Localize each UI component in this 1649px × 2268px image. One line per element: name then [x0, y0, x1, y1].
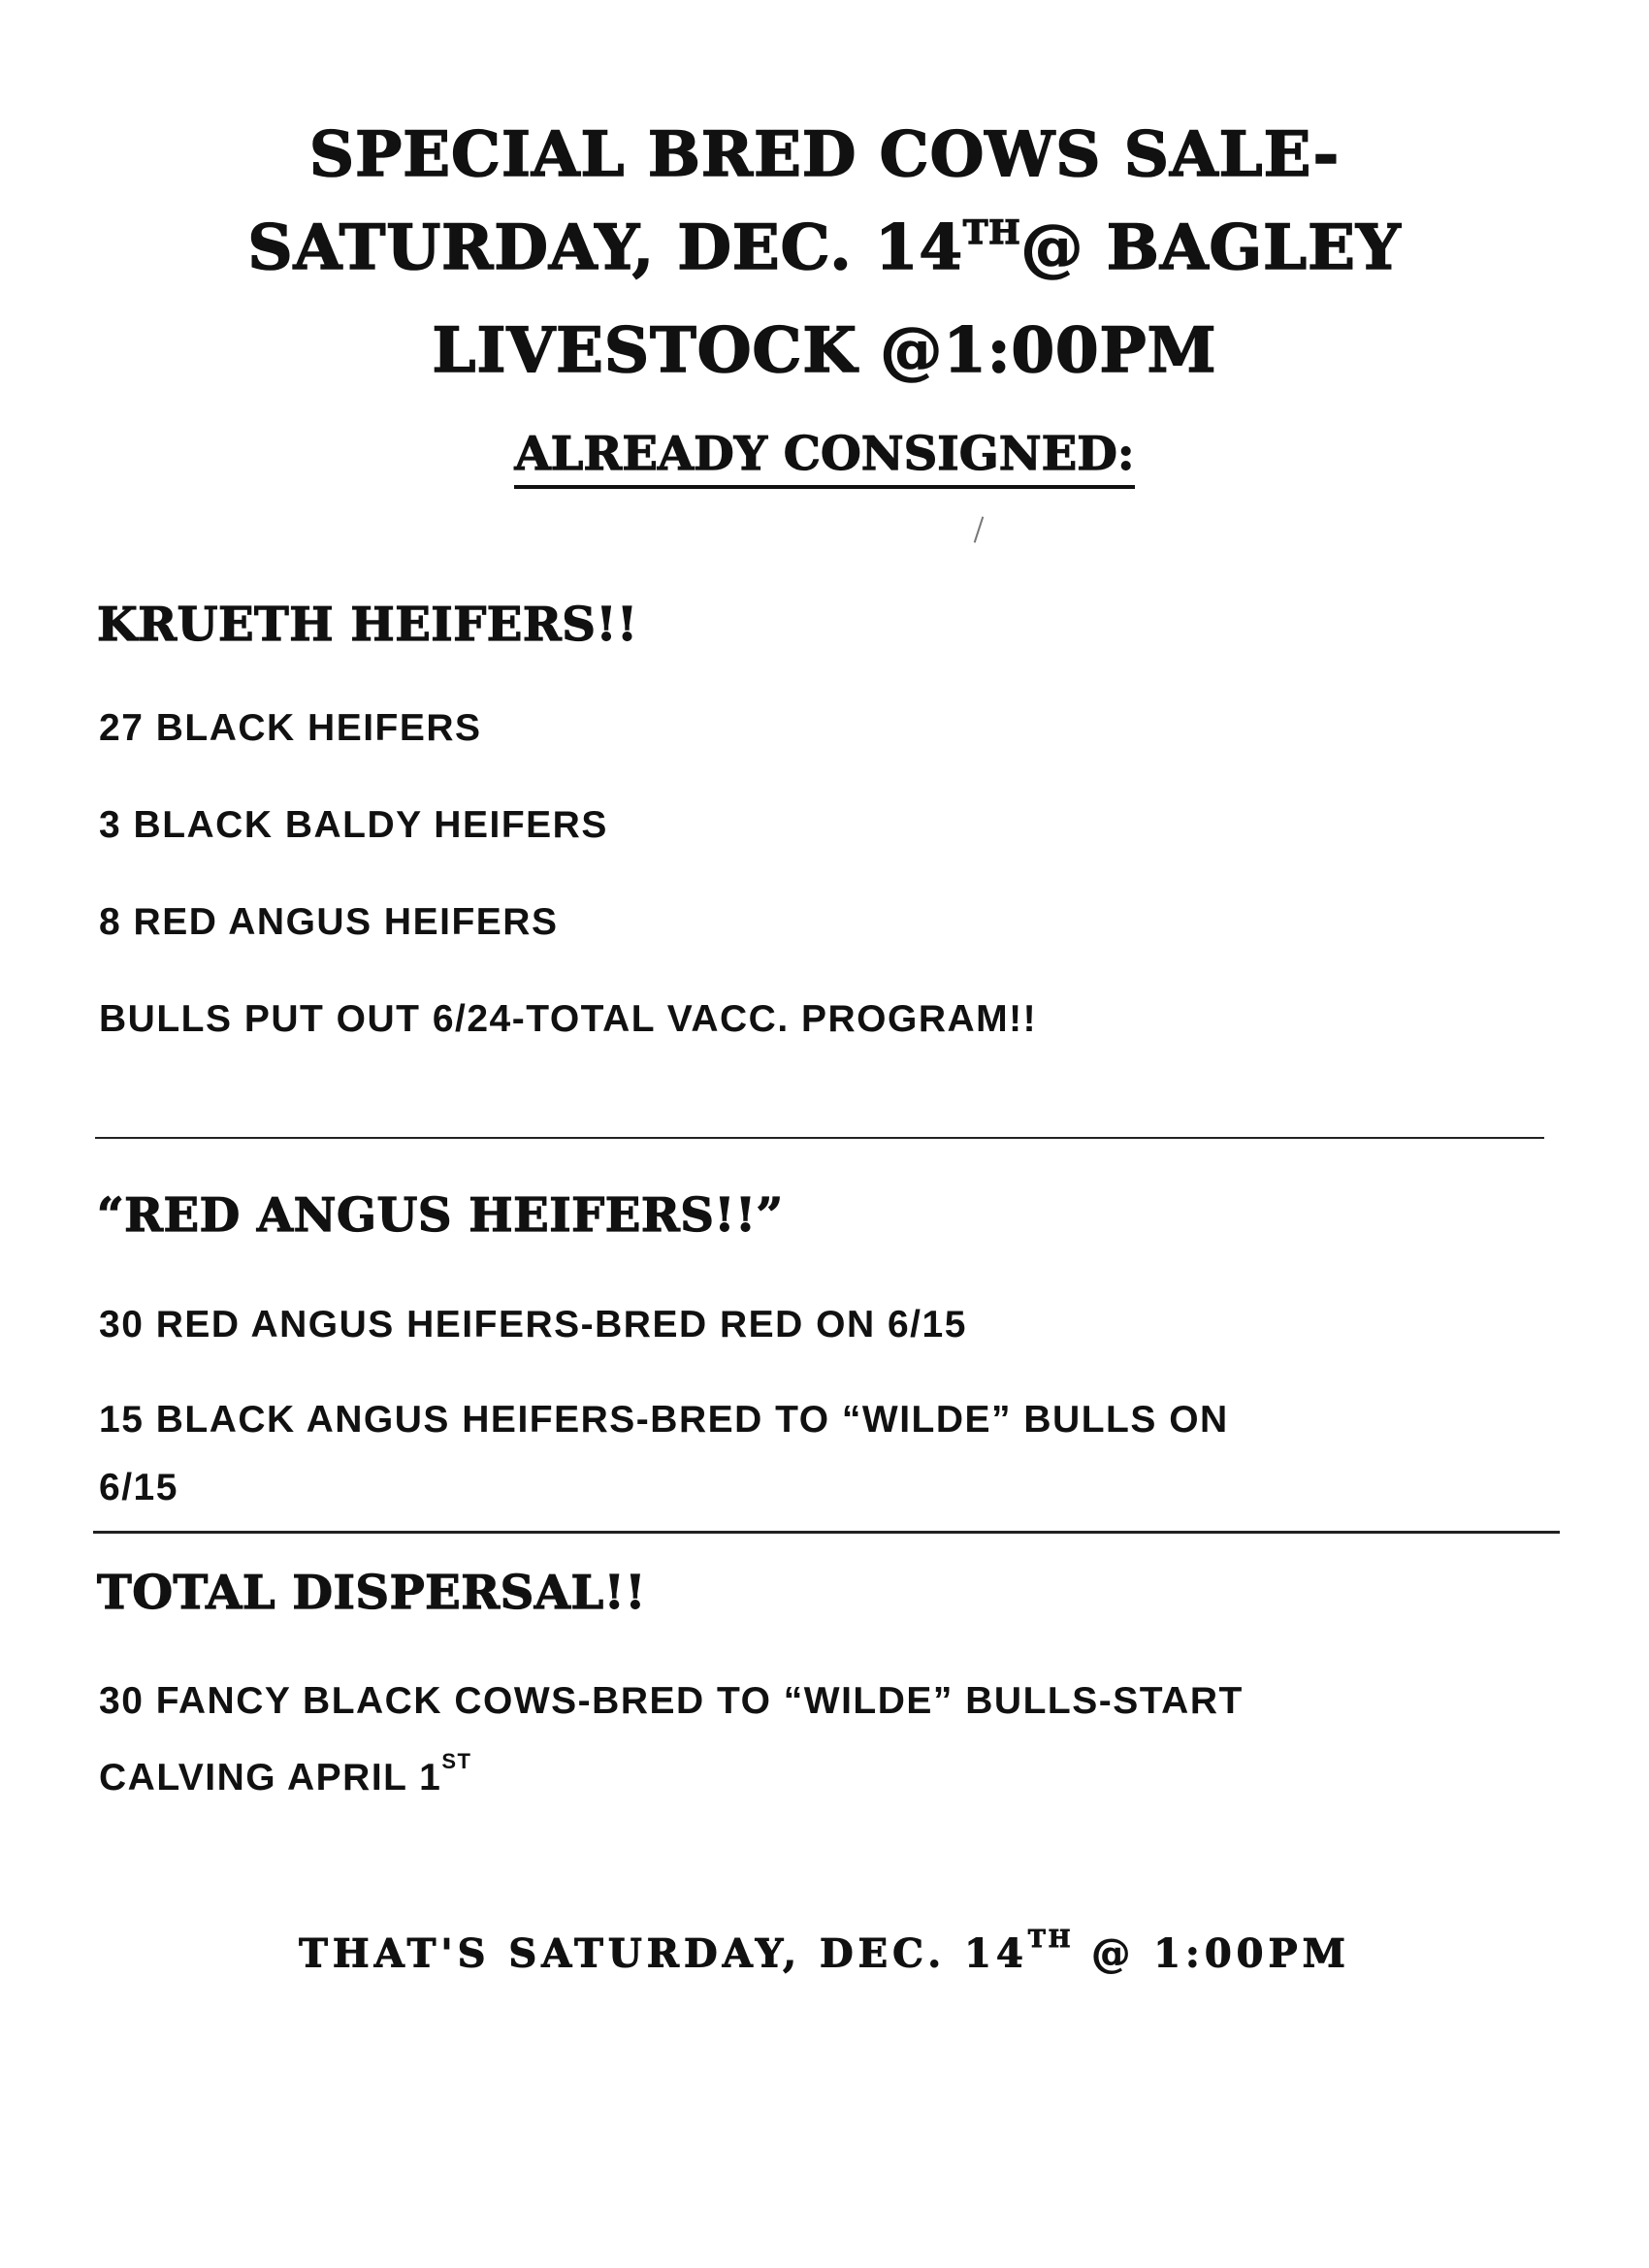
title-line-2-location: @ BAGLEY: [1020, 211, 1402, 284]
red-angus-item-2-cont: 6/15: [99, 1467, 178, 1508]
title-line-1: SPECIAL BRED COWS SALE-: [308, 118, 1341, 191]
krueth-heading: KRUETH HEIFERS!!: [97, 598, 638, 652]
dispersal-item-1: 30 FANCY BLACK COWS-BRED TO “WILDE” BULLS-START: [99, 1680, 1244, 1722]
footer-suffix: TH: [1027, 1925, 1074, 1953]
red-angus-item-2: 15 BLACK ANGUS HEIFERS-BRED TO “WILDE” BULLS ON: [99, 1399, 1229, 1441]
krueth-item-1: 27 BLACK HEIFERS: [99, 707, 482, 749]
red-angus-item-1: 30 RED ANGUS HEIFERS-BRED RED ON 6/15: [99, 1304, 967, 1345]
section-divider-2: [93, 1531, 1560, 1534]
red-angus-heading: “RED ANGUS HEIFERS!!”: [97, 1188, 784, 1243]
dispersal-item-2-text: CALVING APRIL 1: [99, 1757, 442, 1798]
footer-reminder: [0, 1925, 1649, 1977]
dispersal-item-2-suffix: ST: [441, 1749, 472, 1773]
title-line-2-date: SATURDAY, DEC. 14: [247, 211, 964, 284]
section-divider-1: [95, 1137, 1544, 1139]
krueth-item-4: BULLS PUT OUT 6/24-TOTAL VACC. PROGRAM!!: [99, 998, 1038, 1040]
flyer-title: [0, 109, 1649, 398]
title-line-3: LIVESTOCK @1:00PM: [432, 314, 1217, 387]
title-line-2: [0, 202, 1649, 305]
dispersal-heading: TOTAL DISPERSAL!!: [97, 1566, 646, 1620]
stray-pen-mark: [974, 516, 985, 542]
title-line-2-suffix: TH: [963, 213, 1021, 252]
krueth-item-2: 3 BLACK BALDY HEIFERS: [99, 804, 608, 846]
already-consigned-heading: [0, 427, 1649, 481]
footer-date: THAT'S SATURDAY, DEC. 14: [299, 1930, 1028, 1977]
dispersal-item-2: [99, 1734, 471, 1813]
krueth-item-3: 8 RED ANGUS HEIFERS: [99, 901, 559, 943]
already-consigned-text: ALREADY CONSIGNED:: [514, 427, 1134, 489]
footer-time: @ 1:00PM: [1073, 1930, 1350, 1977]
